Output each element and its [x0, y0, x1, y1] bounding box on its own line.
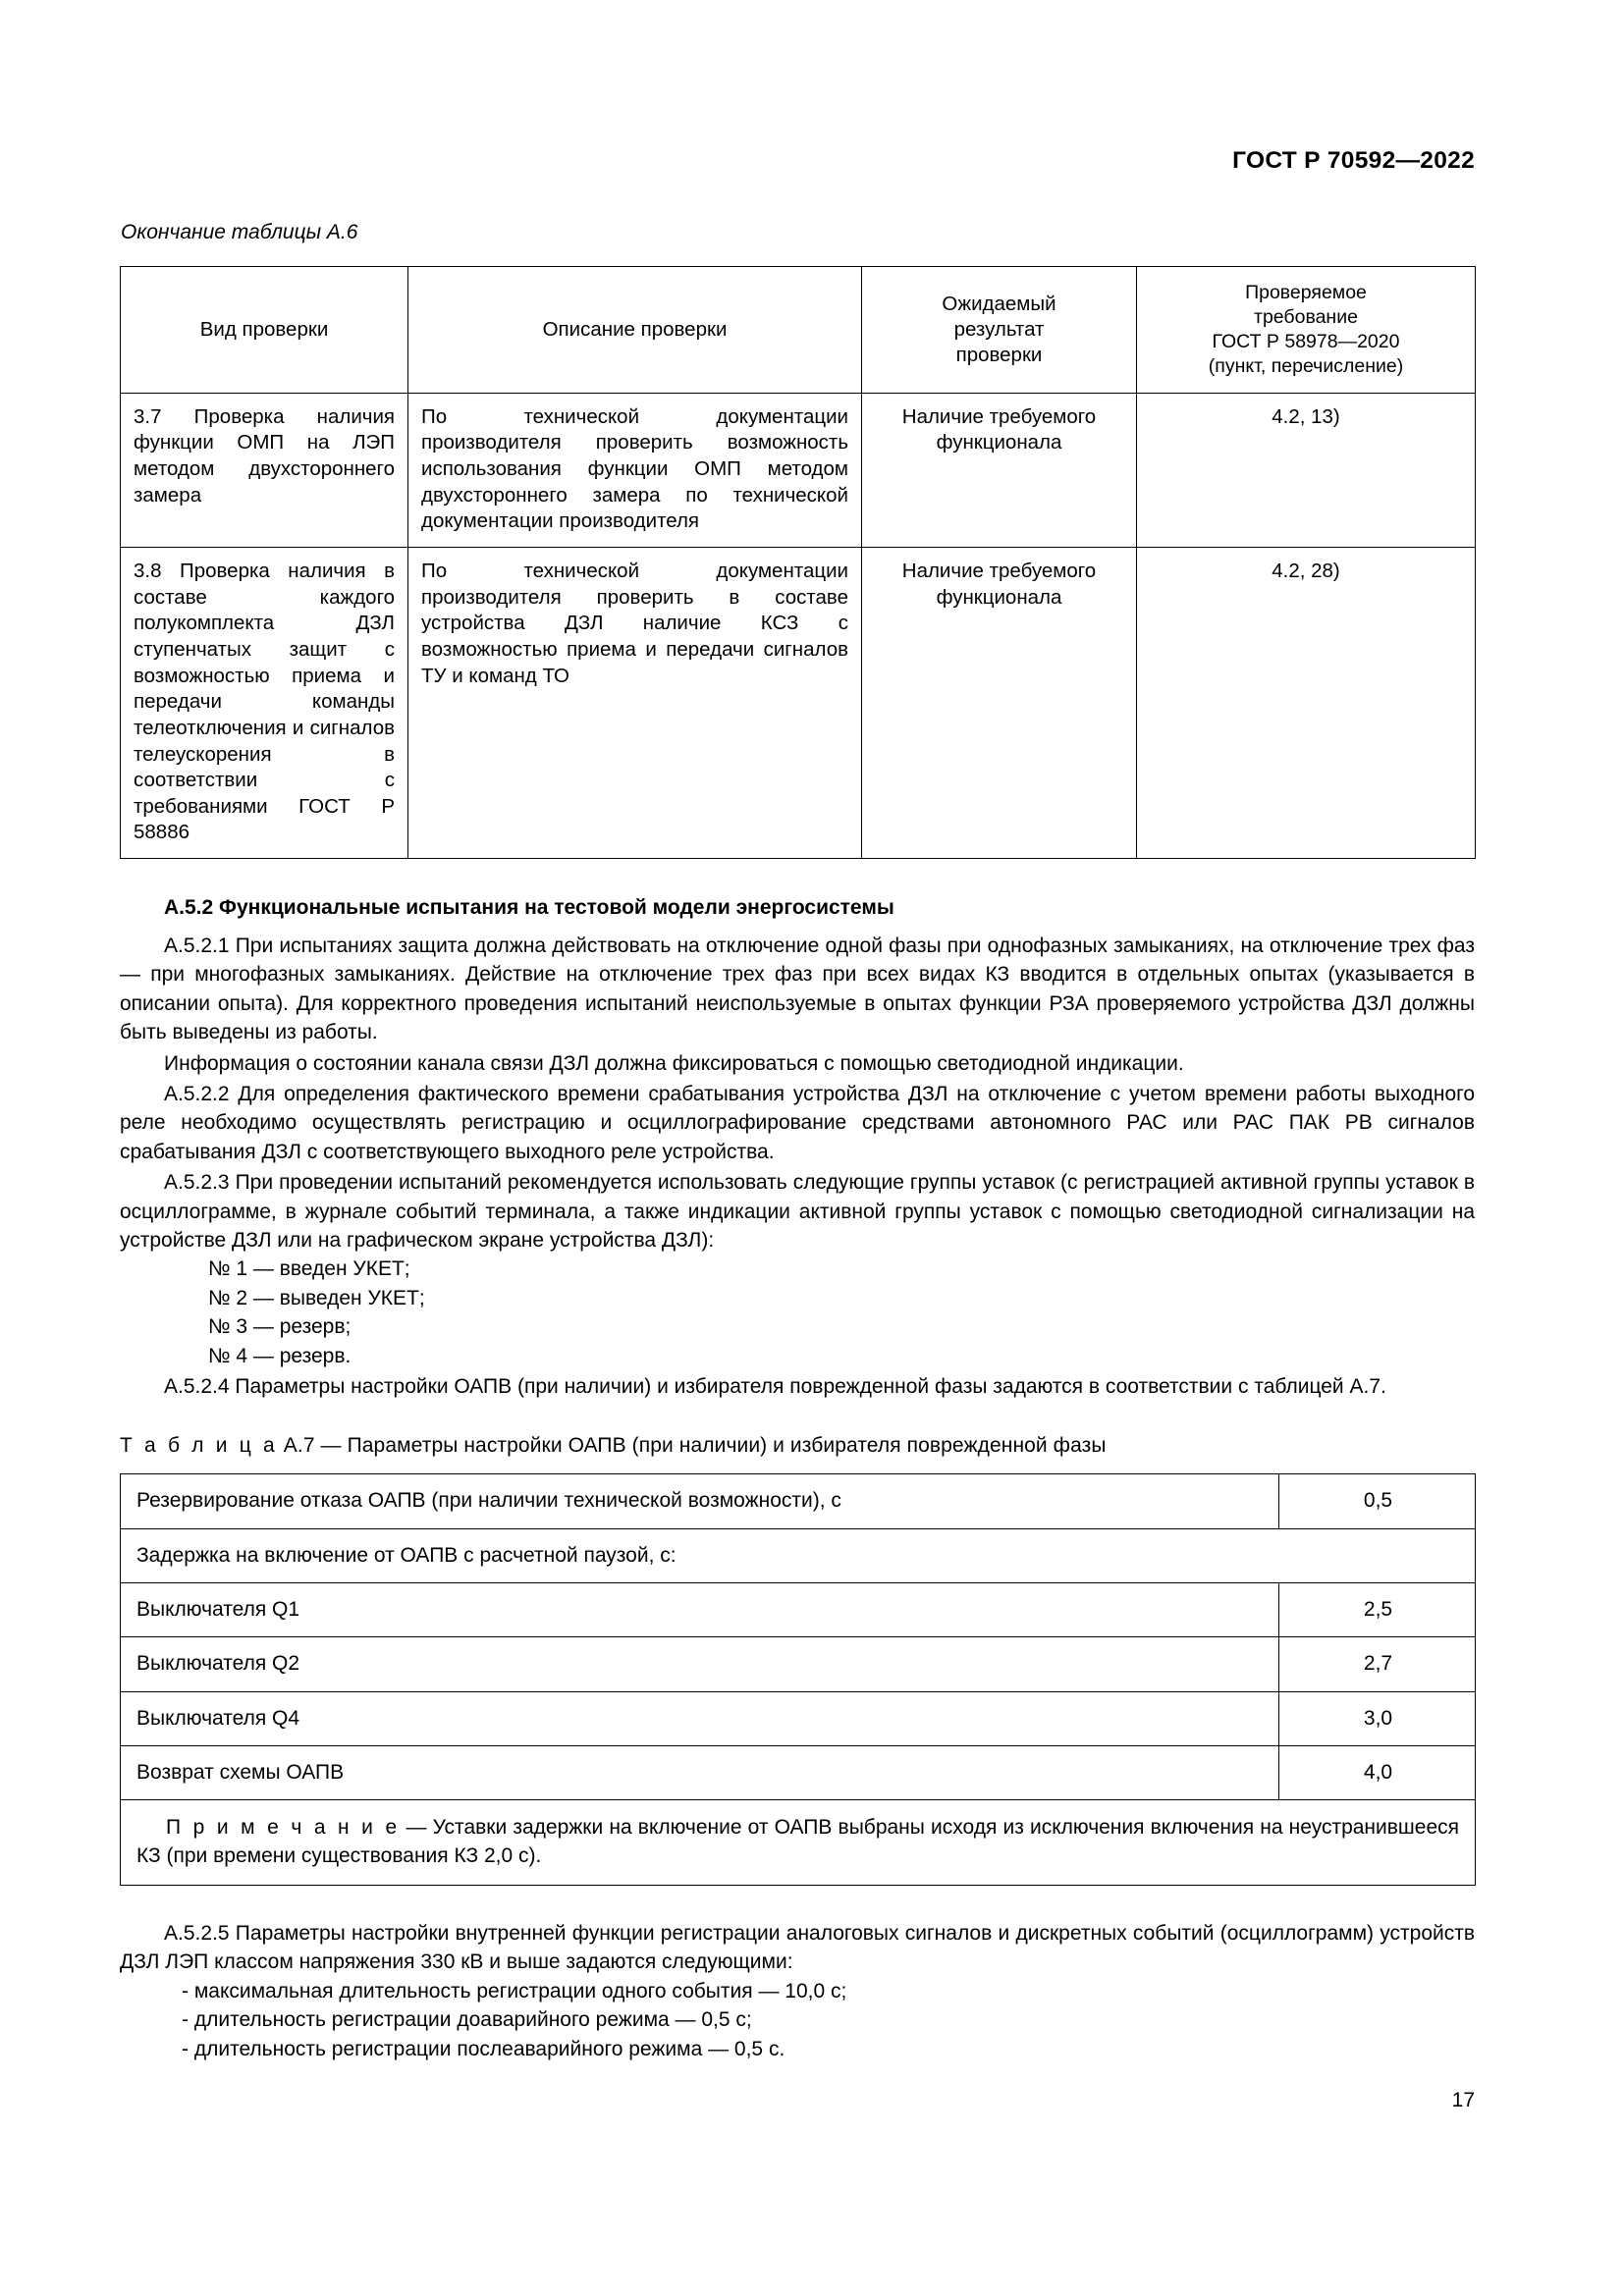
cell-description: По технической документации производителя проверить возможность использования функции ОМП методом двухстороннего замера по технической документации производителя: [408, 393, 862, 547]
table-a7-note-label: П р и м е ч а н и е: [166, 1816, 401, 1840]
cell-parameter-value: 2,5: [1279, 1583, 1476, 1637]
requirement-line-2: требование: [1254, 305, 1358, 328]
table-a7-note-text: — Уставки задержки на включение от ОАПВ выбраны исходя из исключения включения на неустранившееся КЗ (при времени существования КЗ 2,0 с).: [136, 1816, 1459, 1867]
table-a7-caption-text: — Параметры настройки ОАПВ (при наличии) и избирателя поврежденной фазы: [320, 1434, 1107, 1458]
table-row: [121, 1583, 1476, 1637]
expected-result-line-2: результат: [953, 317, 1045, 341]
list-item-group-4: № 4 — резерв.: [208, 1344, 352, 1367]
table-a6-col-expected-result: [862, 267, 1137, 394]
list-item-recording-2: - длительность регистрации доаварийного режима — 0,5 с;: [182, 2008, 752, 2032]
table-a6-col-description: Описание проверки: [408, 267, 862, 394]
cell-description: По технической документации производителя проверить в составе устройства ДЗЛ наличие КСЗ с возможностью приема и передачи сигналов ТУ и команд ТО: [408, 548, 862, 859]
paragraph-a523: А.5.2.3 При проведении испытаний рекомендуется использовать следующие группы уставок (с регистрацией активной группы уставок в осциллограмме, в журнале событий терминала, а также индикации активной группы уставок с помощью светодиодной сигнализации на устройстве ДЗЛ или на графическом экране устройства ДЗЛ):: [120, 1171, 1475, 1252]
cell-parameter-name: Выключателя Q4: [121, 1691, 1279, 1745]
table-row: [121, 1474, 1476, 1528]
cell-expected-result: Наличие требуемого функционала: [862, 548, 1137, 859]
cell-parameter-value: 3,0: [1279, 1691, 1476, 1745]
cell-check-type: 3.8 Проверка наличия в составе каждого полукомплекта ДЗЛ ступенчатых защит с возможностью приема и передачи команды телеотключения и сигналов телеускорения в соответствии с требованиями ГОСТ Р 58886: [121, 548, 408, 859]
section-heading-a52: А.5.2 Функциональные испытания на тестовой модели энергосистемы: [164, 896, 894, 920]
table-row: [121, 1637, 1476, 1691]
table-row: [121, 1691, 1476, 1745]
cell-parameter-group-heading: Задержка на включение от ОАПВ с расчетной паузой, с:: [121, 1528, 1476, 1582]
list-item-group-3: № 3 — резерв;: [208, 1315, 352, 1339]
page-content: [120, 221, 1475, 2063]
cell-requirement: 4.2, 28): [1137, 548, 1476, 859]
cell-parameter-value: 2,7: [1279, 1637, 1476, 1691]
list-item-group-1: № 1 — введен УКЕТ;: [208, 1257, 410, 1281]
paragraph-channel-info: Информация о состоянии канала связи ДЗЛ должна фиксироваться с помощью светодиодной индикации.: [164, 1051, 1184, 1075]
cell-expected-result: Наличие требуемого функционала: [862, 393, 1137, 547]
cell-requirement: 4.2, 13): [1137, 393, 1476, 547]
list-item-recording-1: - максимальная длительность регистрации одного события — 10,0 с;: [182, 1979, 847, 2002]
paragraph-a521: А.5.2.1 При испытаниях защита должна действовать на отключение одной фазы при однофазных замыканиях, на отключение трех фаз — при многофазных замыканиях. Действие на отключение трех фаз при всех видах КЗ вводится в отдельных опытах (указывается в описании опыта). Для корректного проведения испытаний неиспользуемые в опытах функции РЗА проверяемого устройства ДЗЛ должны быть выведены из работы.: [120, 934, 1475, 1044]
page-header-standard-id: ГОСТ Р 70592—2022: [1232, 147, 1475, 174]
table-row: [121, 1528, 1476, 1582]
table-row: [121, 1746, 1476, 1800]
table-row: [121, 393, 1476, 547]
cell-parameter-value: 4,0: [1279, 1746, 1476, 1800]
table-a6-col-requirement: [1137, 267, 1476, 394]
list-item-recording-3: - длительность регистрации послеаварийного режима — 0,5 с.: [182, 2037, 785, 2060]
expected-result-line-3: проверки: [955, 344, 1043, 367]
requirement-line-3: ГОСТ Р 58978—2020: [1212, 330, 1400, 352]
table-note-row: [121, 1800, 1476, 1886]
paragraph-a522: А.5.2.2 Для определения фактического времени срабатывания устройства ДЗЛ на отключение с учетом времени работы выходного реле необходимо осуществлять регистрацию и осциллографирование средствами автономного РАС или РАС ПАК РВ сигналов срабатывания ДЗЛ с соответствующего выходного реле устройства.: [120, 1083, 1475, 1163]
requirement-line-1: Проверяемое: [1245, 282, 1367, 303]
table-a6-col-check-type: Вид проверки: [121, 267, 408, 394]
cell-table-note: [121, 1800, 1476, 1886]
cell-parameter-value: 0,5: [1279, 1474, 1476, 1528]
paragraph-a525: А.5.2.5 Параметры настройки внутренней функции регистрации аналоговых сигналов и дискретных событий (осциллограмм) устройств ДЗЛ ЛЭП классом напряжения 330 кВ и выше задаются следующими:: [120, 1922, 1475, 1974]
expected-result-line-1: Ожидаемый: [942, 292, 1056, 315]
table-a7-caption-number: А.7: [283, 1434, 315, 1458]
table-a7-caption-label: Т а б л и ц а: [120, 1434, 278, 1458]
requirement-line-4: (пункт, перечисление): [1208, 354, 1404, 377]
table-a7: [120, 1473, 1476, 1886]
table-row: [121, 548, 1476, 859]
list-item-group-2: № 2 — выведен УКЕТ;: [208, 1286, 425, 1309]
cell-parameter-name: Выключателя Q1: [121, 1583, 1279, 1637]
table-a6: [120, 266, 1476, 859]
table-a6-continued-label: Окончание таблицы А.6: [121, 221, 358, 243]
cell-parameter-name: Выключателя Q2: [121, 1637, 1279, 1691]
cell-parameter-name: Возврат схемы ОАПВ: [121, 1746, 1279, 1800]
table-a6-header-row: [121, 267, 1476, 394]
cell-parameter-name: Резервирование отказа ОАПВ (при наличии технической возможности), с: [121, 1474, 1279, 1528]
cell-check-type: 3.7 Проверка наличия функции ОМП на ЛЭП методом двухстороннего замера: [121, 393, 408, 547]
table-a7-caption: [120, 1434, 1475, 1458]
paragraph-a524: А.5.2.4 Параметры настройки ОАПВ (при наличии) и избирателя поврежденной фазы задаются в соответствии с таблицей А.7.: [164, 1374, 1386, 1398]
page-number: 17: [1451, 2089, 1475, 2111]
